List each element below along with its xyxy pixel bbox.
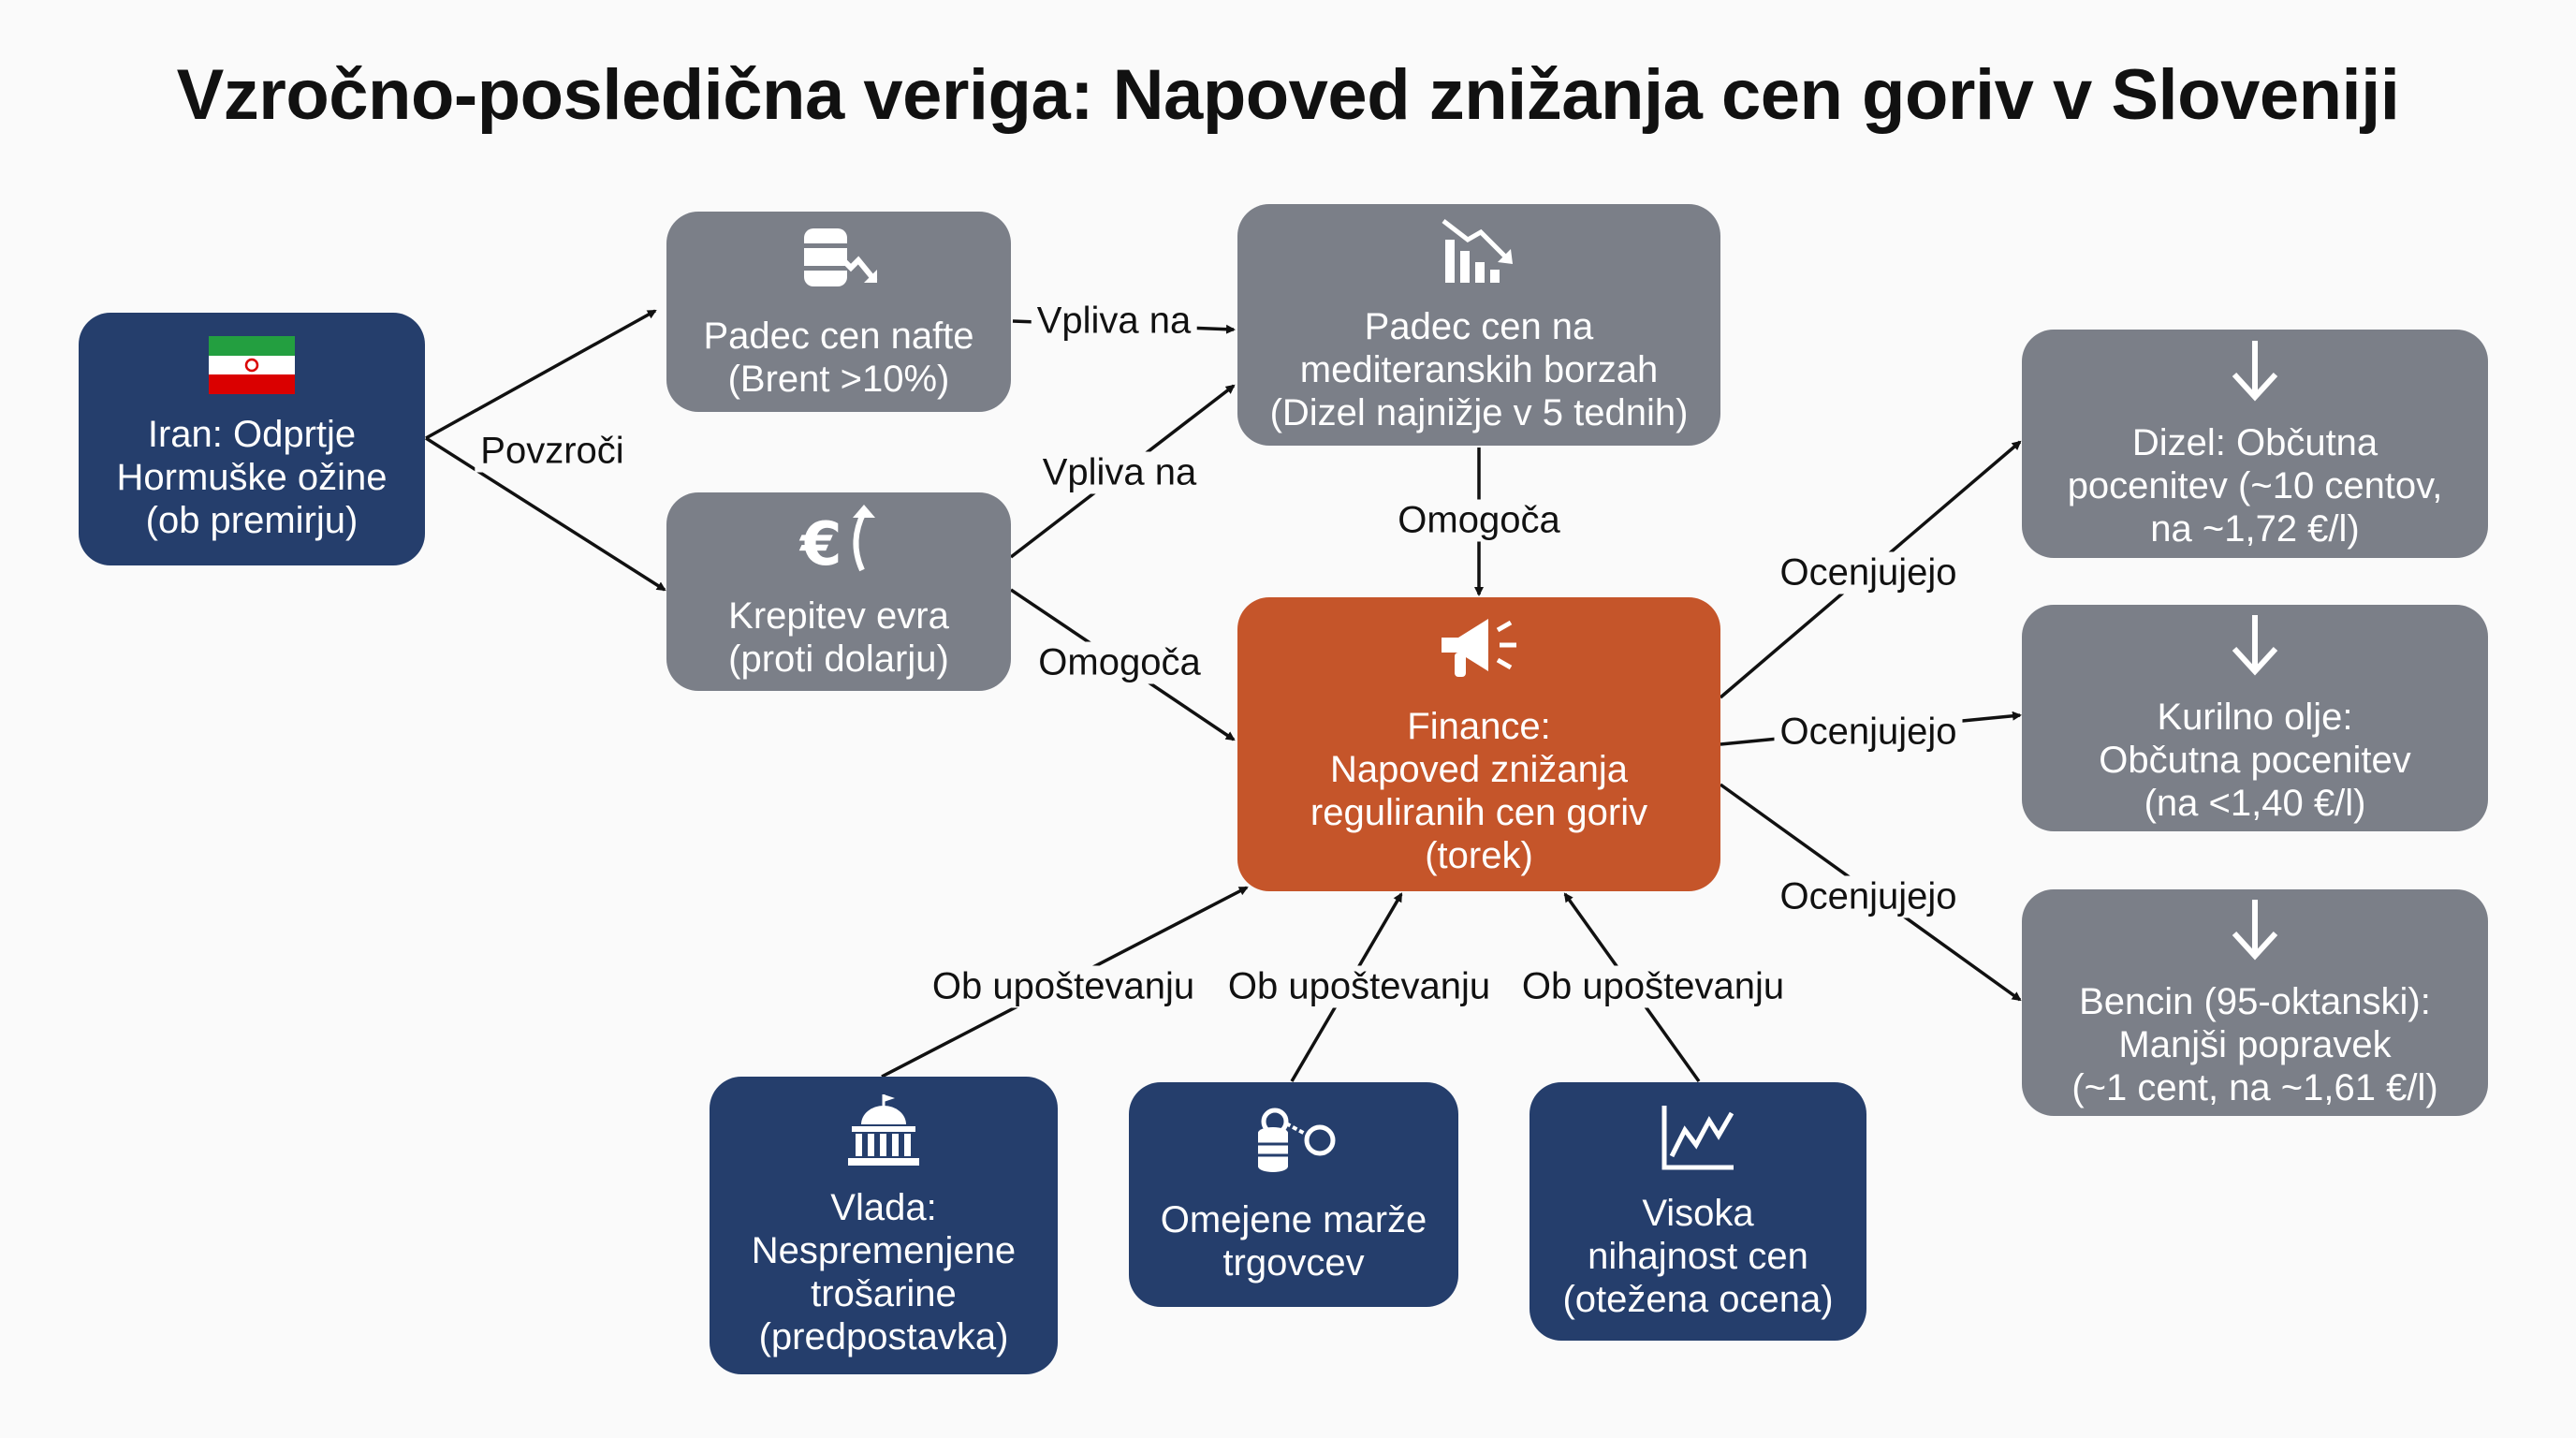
node-heating-oil-outcome — [2022, 605, 2488, 831]
iran-flag-icon — [209, 336, 295, 404]
node-finance-announcement — [1237, 597, 1720, 891]
node-euro-strength — [666, 492, 1011, 691]
edge-label-ocenjujejo-petrol: Ocenjujejo — [1774, 876, 1962, 918]
megaphone-icon — [1434, 611, 1524, 696]
node-med-label: Padec cen na mediteranskih borzah (Dizel najnižje v 5 tednih) — [1269, 306, 1689, 433]
svg-text:€: € — [800, 510, 842, 576]
node-iran — [79, 313, 425, 565]
chart-down-icon — [1440, 215, 1518, 296]
node-petrol-label: Bencin (95-oktanski): Manjši popravek (~1 cent, na ~1,61 €/l) — [2071, 981, 2438, 1108]
edge-label-ob-volatility: Ob upoštevanju — [1516, 966, 1790, 1008]
euro-up-icon — [797, 503, 881, 585]
arrow-down-icon — [2227, 611, 2283, 686]
node-diesel-label: Dizel: Občutna pocenitev (~10 centov, na ~1,72 €/l) — [2067, 422, 2443, 550]
node-iran-label: Iran: Odprtje Hormuške ožine (ob premirju) — [116, 414, 388, 541]
edge-label-omogoca-euro: Omogoča — [1032, 642, 1206, 684]
node-finance-label: Finance: Napoved znižanja reguliranih cen goriv (torek) — [1310, 706, 1648, 876]
diagram-title: Vzročno-posledična veriga: Napoved znižanja cen goriv v Sloveniji — [176, 55, 2400, 135]
edge-label-vpliva-euro: Vpliva na — [1037, 452, 1203, 494]
edge-label-ocenjujejo-diesel: Ocenjujejo — [1774, 552, 1962, 594]
node-oil-price-drop — [666, 212, 1011, 412]
edge-iran-oil — [426, 311, 655, 438]
handcuffed-coins-icon — [1247, 1105, 1340, 1189]
node-euro-label: Krepitev evra (proti dolarju) — [728, 595, 949, 680]
edge-label-ob-margins: Ob upoštevanju — [1222, 966, 1496, 1008]
node-med-exchanges — [1237, 204, 1720, 446]
edge-label-omogoca-med: Omogoča — [1392, 500, 1565, 542]
node-petrol-outcome — [2022, 889, 2488, 1116]
node-government — [710, 1077, 1058, 1374]
node-heating-label: Kurilno olje: Občutna pocenitev (na <1,40 €/l) — [2099, 697, 2411, 824]
oil-barrel-down-icon — [797, 223, 881, 305]
node-retailer-margins — [1129, 1082, 1458, 1307]
edge-label-povzroci: Povzroči — [475, 431, 629, 473]
edge-label-vpliva-oil: Vpliva na — [1032, 301, 1197, 343]
node-government-label: Vlada: Nespremenjene trošarine (predpostavka) — [751, 1187, 1017, 1357]
node-diesel-outcome — [2022, 330, 2488, 558]
arrow-down-icon — [2227, 896, 2283, 971]
government-building-icon — [844, 1093, 923, 1177]
edge-label-ob-gov: Ob upoštevanju — [927, 966, 1200, 1008]
edge-label-ocenjujejo-heating: Ocenjujejo — [1774, 712, 1962, 754]
volatility-chart-icon — [1659, 1102, 1737, 1182]
node-price-volatility — [1530, 1082, 1866, 1341]
arrow-down-icon — [2227, 337, 2283, 412]
node-margins-label: Omejene marže trgovcev — [1160, 1199, 1427, 1284]
node-oil-label: Padec cen nafte (Brent >10%) — [703, 315, 974, 400]
node-volatility-label: Visoka nihajnost cen (otežena ocena) — [1562, 1193, 1834, 1320]
